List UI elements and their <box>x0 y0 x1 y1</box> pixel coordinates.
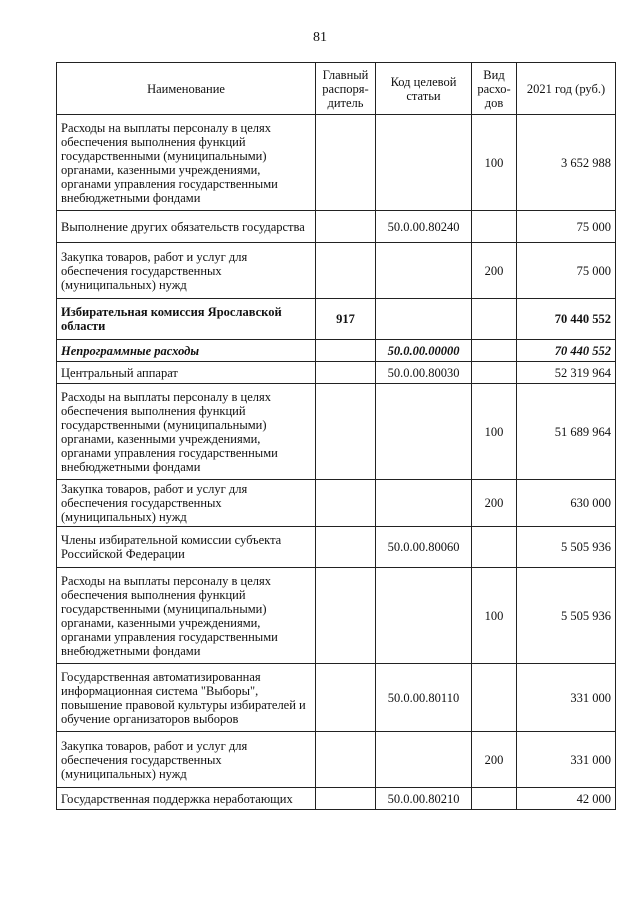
cell-expense-type <box>472 664 517 732</box>
cell-name: Центральный аппарат <box>57 362 316 384</box>
cell-amount: 52 319 964 <box>517 362 616 384</box>
cell-target-code <box>376 732 472 788</box>
cell-target-code: 50.0.00.80110 <box>376 664 472 732</box>
table-row <box>57 384 616 480</box>
cell-main-manager <box>316 384 376 480</box>
cell-name: Государственная автоматизированная информационная система "Выборы", повышение правовой культуры избирателей и обучение организаторов выборов <box>57 664 316 732</box>
budget-table <box>56 62 616 810</box>
cell-main-manager <box>316 340 376 362</box>
cell-target-code: 50.0.00.80210 <box>376 788 472 810</box>
cell-target-code: 50.0.00.00000 <box>376 340 472 362</box>
cell-amount: 75 000 <box>517 243 616 299</box>
table-row <box>57 788 616 810</box>
table-row <box>57 299 616 340</box>
cell-expense-type <box>472 340 517 362</box>
table-row <box>57 480 616 527</box>
header-target-code: Код целевой статьи <box>376 63 472 115</box>
cell-expense-type: 100 <box>472 384 517 480</box>
cell-amount: 5 505 936 <box>517 527 616 568</box>
cell-main-manager <box>316 243 376 299</box>
cell-amount: 331 000 <box>517 664 616 732</box>
cell-name: Члены избирательной комиссии субъекта Российской Федерации <box>57 527 316 568</box>
page-number: 81 <box>313 30 327 45</box>
cell-main-manager <box>316 527 376 568</box>
cell-amount: 70 440 552 <box>517 299 616 340</box>
cell-amount: 51 689 964 <box>517 384 616 480</box>
cell-name: Государственная поддержка неработающих <box>57 788 316 810</box>
cell-amount: 70 440 552 <box>517 340 616 362</box>
cell-expense-type <box>472 299 517 340</box>
cell-expense-type: 200 <box>472 480 517 527</box>
cell-target-code <box>376 115 472 211</box>
cell-main-manager <box>316 732 376 788</box>
cell-name: Закупка товаров, работ и услуг для обеспечения государственных (муниципальных) нужд <box>57 243 316 299</box>
cell-target-code <box>376 568 472 664</box>
cell-expense-type <box>472 527 517 568</box>
cell-expense-type <box>472 211 517 243</box>
cell-target-code: 50.0.00.80240 <box>376 211 472 243</box>
cell-expense-type: 100 <box>472 115 517 211</box>
cell-name: Выполнение других обязательств государства <box>57 211 316 243</box>
table-row <box>57 664 616 732</box>
cell-main-manager <box>316 115 376 211</box>
table-row <box>57 362 616 384</box>
cell-name: Расходы на выплаты персоналу в целях обеспечения выполнения функций государственными (муниципальными) органами, казенными учреждениями, органами управления государственными внебюджетными фондами <box>57 384 316 480</box>
header-name: Наименование <box>57 63 316 115</box>
cell-main-manager <box>316 362 376 384</box>
cell-main-manager <box>316 211 376 243</box>
cell-amount: 42 000 <box>517 788 616 810</box>
cell-expense-type <box>472 362 517 384</box>
cell-main-manager <box>316 664 376 732</box>
cell-name: Избирательная комиссия Ярославской области <box>57 299 316 340</box>
cell-amount: 5 505 936 <box>517 568 616 664</box>
cell-name: Расходы на выплаты персоналу в целях обеспечения выполнения функций государственными (муниципальными) органами, казенными учреждениями, органами управления государственными внебюджетными фондами <box>57 568 316 664</box>
cell-target-code <box>376 299 472 340</box>
cell-amount: 331 000 <box>517 732 616 788</box>
cell-target-code <box>376 384 472 480</box>
cell-expense-type: 200 <box>472 732 517 788</box>
cell-main-manager: 917 <box>316 299 376 340</box>
cell-target-code <box>376 243 472 299</box>
cell-target-code: 50.0.00.80060 <box>376 527 472 568</box>
table-row <box>57 732 616 788</box>
cell-amount: 3 652 988 <box>517 115 616 211</box>
cell-target-code: 50.0.00.80030 <box>376 362 472 384</box>
table-row <box>57 568 616 664</box>
cell-amount: 75 000 <box>517 211 616 243</box>
table-row <box>57 527 616 568</box>
table-row <box>57 115 616 211</box>
cell-expense-type: 100 <box>472 568 517 664</box>
table-header-row <box>57 63 616 115</box>
cell-expense-type <box>472 788 517 810</box>
cell-name: Непрограммные расходы <box>57 340 316 362</box>
cell-main-manager <box>316 568 376 664</box>
table-row <box>57 243 616 299</box>
header-expense-type: Вид расхо-дов <box>472 63 517 115</box>
cell-expense-type: 200 <box>472 243 517 299</box>
cell-name: Закупка товаров, работ и услуг для обеспечения государственных (муниципальных) нужд <box>57 732 316 788</box>
cell-amount: 630 000 <box>517 480 616 527</box>
header-year-2021: 2021 год (руб.) <box>517 63 616 115</box>
cell-target-code <box>376 480 472 527</box>
header-main-manager: Главный распоря-дитель <box>316 63 376 115</box>
table-row <box>57 211 616 243</box>
cell-main-manager <box>316 480 376 527</box>
cell-name: Расходы на выплаты персоналу в целях обеспечения выполнения функций государственными (муниципальными) органами, казенными учреждениями, органами управления государственными внебюджетными фондами <box>57 115 316 211</box>
table-row <box>57 340 616 362</box>
cell-name: Закупка товаров, работ и услуг для обеспечения государственных (муниципальных) нужд <box>57 480 316 527</box>
cell-main-manager <box>316 788 376 810</box>
